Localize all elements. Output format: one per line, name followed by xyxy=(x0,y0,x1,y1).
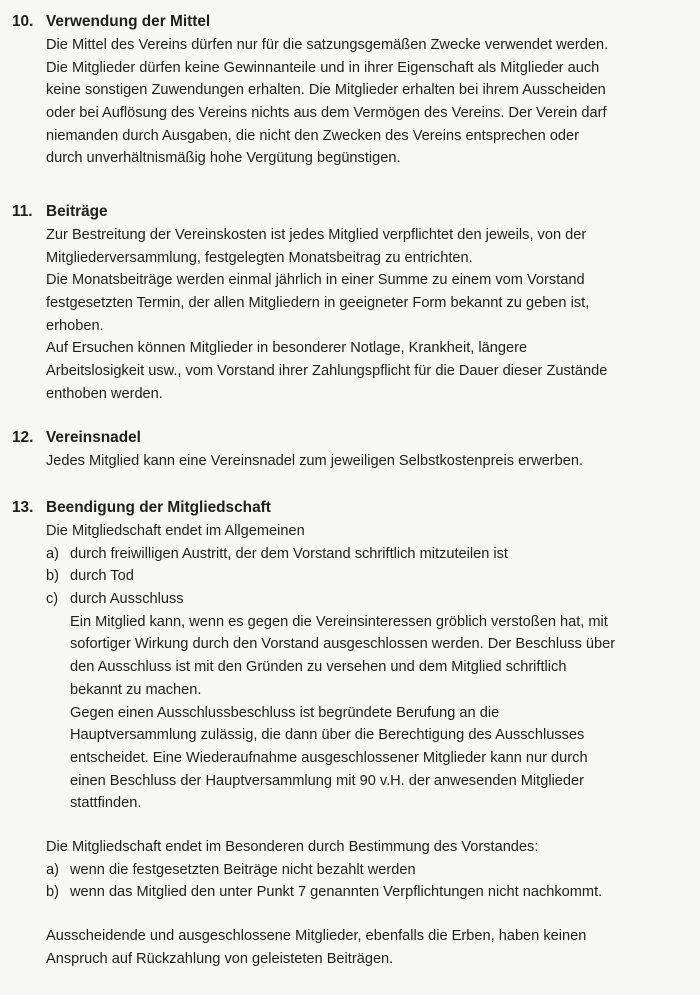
section-title: Vereinsnadel xyxy=(46,429,141,446)
list-item xyxy=(46,565,700,588)
spacer xyxy=(0,904,700,925)
list-marker: c) xyxy=(46,591,59,608)
section-12 xyxy=(0,426,700,473)
list-marker: b) xyxy=(46,884,59,901)
text-line: keine sonstigen Zuwendungen erhalten. Die Mitglieder erhalten bei ihrem Ausscheiden xyxy=(46,82,606,99)
text-line: Die Mitgliedschaft endet im Allgemeinen xyxy=(46,523,305,539)
list-item xyxy=(46,881,700,904)
text-line: sofortiger Wirkung durch den Vorstand ausgeschlossen werden. Der Beschluss über xyxy=(70,636,616,653)
section-number: 12. xyxy=(12,429,34,446)
text-line: Arbeitslosigkeit usw., vom Vorstand ihrer Zahlungspflicht für die Dauer dieser Zustände xyxy=(46,363,608,380)
list-text: wenn die festgesetzten Beiträge nicht bezahlt werden xyxy=(70,861,416,878)
list-item xyxy=(46,588,700,611)
text-line: erhoben. xyxy=(46,317,104,334)
section-body xyxy=(46,224,686,406)
text-line: Zur Bestreitung der Vereinskosten ist jedes Mitglied verpflichtet den jeweils, von der xyxy=(46,227,587,243)
text-line: bekannt zu machen. xyxy=(70,681,202,698)
text-line: Die Mitgliedschaft endet im Besonderen durch Bestimmung des Vorstandes: xyxy=(46,838,539,855)
list-item xyxy=(46,859,700,882)
text-line: Die Monatsbeiträge werden einmal jährlich in einer Summe zu einem vom Vorstand xyxy=(46,272,585,289)
section-title: Beendigung der Mitgliedschaft xyxy=(46,499,271,516)
section-13 xyxy=(0,496,700,970)
section-heading xyxy=(0,200,700,224)
section-heading xyxy=(0,496,700,520)
section-11 xyxy=(0,200,700,406)
text-line: Die Mitglieder dürfen keine Gewinnanteile und in ihrer Eigenschaft als Mitglieder auch xyxy=(46,59,600,76)
section-number: 11. xyxy=(12,203,33,220)
list-marker: a) xyxy=(46,545,59,562)
section-10 xyxy=(0,10,700,170)
section-number: 10. xyxy=(12,13,34,30)
list-marker: a) xyxy=(46,861,59,878)
list-text: durch Ausschluss xyxy=(70,591,184,608)
section-body xyxy=(46,34,686,170)
list-text: wenn das Mitglied den unter Punkt 7 genannten Verpflichtungen nicht nachkommt. xyxy=(70,884,603,901)
text-line: Ein Mitglied kann, wenn es gegen die Vereinsinteressen gröblich verstoßen hat, mit xyxy=(70,613,608,630)
text-line: entscheidet. Eine Wiederaufnahme ausgeschlossener Mitglieder kann nur durch xyxy=(70,749,588,766)
list-marker: b) xyxy=(46,568,59,585)
exclusion-details xyxy=(70,611,690,815)
text-line: festgesetzten Termin, der allen Mitgliedern in geeigneter Form bekannt zu geben ist, xyxy=(46,295,590,312)
text-line: Gegen einen Ausschlussbeschluss ist begründete Berufung an die xyxy=(70,704,500,721)
section-intro xyxy=(46,520,686,543)
section-heading xyxy=(0,10,700,34)
text-line: niemanden durch Ausgaben, die nicht den Zwecken des Vereins entsprechen oder xyxy=(46,127,580,144)
list-item xyxy=(46,543,700,566)
text-line: enthoben werden. xyxy=(46,385,163,402)
text-line: oder bei Auflösung des Vereins nichts aus dem Vermögen des Vereins. Der Verein darf xyxy=(46,105,607,122)
section-heading xyxy=(0,426,700,450)
text-line: Jedes Mitglied kann eine Vereinsnadel zum jeweiligen Selbstkostenpreis erwerben. xyxy=(46,453,584,469)
section-title: Beiträge xyxy=(46,203,108,220)
text-line: stattfinden. xyxy=(70,795,142,812)
text-line: einen Beschluss der Hauptversammlung mit 90 v.H. der anwesenden Mitglieder xyxy=(70,772,585,789)
special-intro xyxy=(46,836,686,859)
text-line: durch unverhältnismäßig hohe Vergütung begünstigen. xyxy=(46,150,401,167)
list-text: durch Tod xyxy=(70,568,134,585)
text-line: Mitgliederversammlung, festgelegten Monatsbeitrag zu entrichten. xyxy=(46,249,473,266)
section-body xyxy=(46,450,686,473)
text-line: Hauptversammlung zulässig, die dann über die Berechtigung des Ausschlusses xyxy=(70,727,585,744)
text-line: Auf Ersuchen können Mitglieder in besonderer Notlage, Krankheit, längere xyxy=(46,340,528,357)
section-number: 13. xyxy=(12,499,34,516)
text-line: Anspruch auf Rückzahlung von geleisteten Beiträgen. xyxy=(46,950,394,967)
section-title: Verwendung der Mittel xyxy=(46,13,211,30)
list-text: durch freiwilligen Austritt, der dem Vorstand schriftlich mitzuteilen ist xyxy=(70,545,508,562)
closing-paragraph xyxy=(46,925,686,970)
text-line: den Ausschluss ist mit den Gründen zu versehen und dem Mitglied schriftlich xyxy=(70,659,567,676)
text-line: Die Mittel des Vereins dürfen nur für die satzungsgemäßen Zwecke verwendet werden. xyxy=(46,37,609,53)
text-line: Ausscheidende und ausgeschlossene Mitglieder, ebenfalls die Erben, haben keinen xyxy=(46,928,587,944)
spacer xyxy=(0,815,700,836)
